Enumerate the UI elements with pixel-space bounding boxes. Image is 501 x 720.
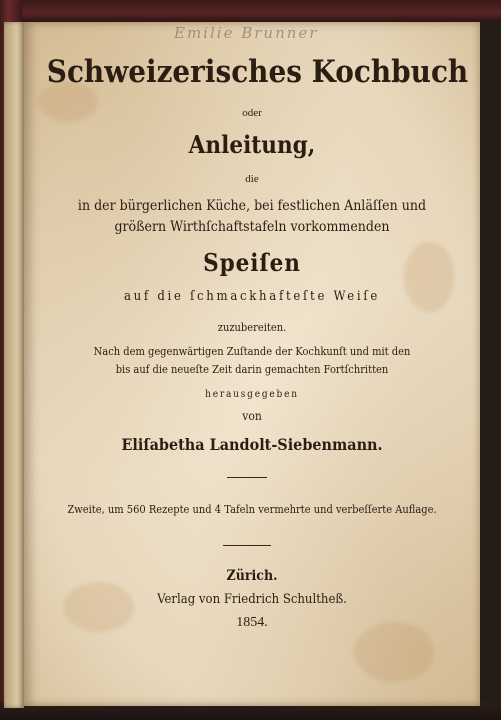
author-name: Eliſabetha Landolt-Siebenmann. [121,435,383,454]
foxing-stain [354,622,434,682]
flyleaf-edge [4,22,24,708]
state-line-2: bis auf die neueſte Zeit darin gemachten Fortſchritten [115,363,389,376]
owner-signature: Emilie Brunner [174,24,319,42]
binding-top [0,0,501,22]
divider-rule [227,477,267,478]
connector-die: die [245,173,259,185]
manner-line: auf die ſchmackhafteſte Weiſe [123,289,380,304]
keyword-speisen: Speiſen [203,248,301,277]
subtitle-anleitung: Anleitung, [188,130,316,159]
book-title: Schweizerisches Kochbuch [46,54,469,90]
divider-rule [223,545,271,546]
description-line-1: in der bürgerlichen Küche, bei festlichen Anläſſen und [77,198,427,214]
imprint-year: 1854. [236,615,268,630]
description-line-2: größern Wirthſchaftstafeln vorkommenden [114,219,390,235]
by-line: von [242,409,262,423]
imprint-publisher: Verlag von Friedrich Schultheß. [157,592,347,607]
edition-note: Zweite, um 560 Rezepte und 4 Tafeln vermehrte und verbeſſerte Auflage. [67,503,437,516]
edited-by-line: herausgegeben [205,389,299,400]
state-line-1: Nach dem gegenwärtigen Zuſtande der Kochkunſt und mit den [93,345,411,358]
imprint-city: Zürich. [226,568,278,584]
prepare-line: zuzubereiten. [217,321,287,334]
title-page [24,22,480,706]
connector-oder: oder [242,107,262,119]
